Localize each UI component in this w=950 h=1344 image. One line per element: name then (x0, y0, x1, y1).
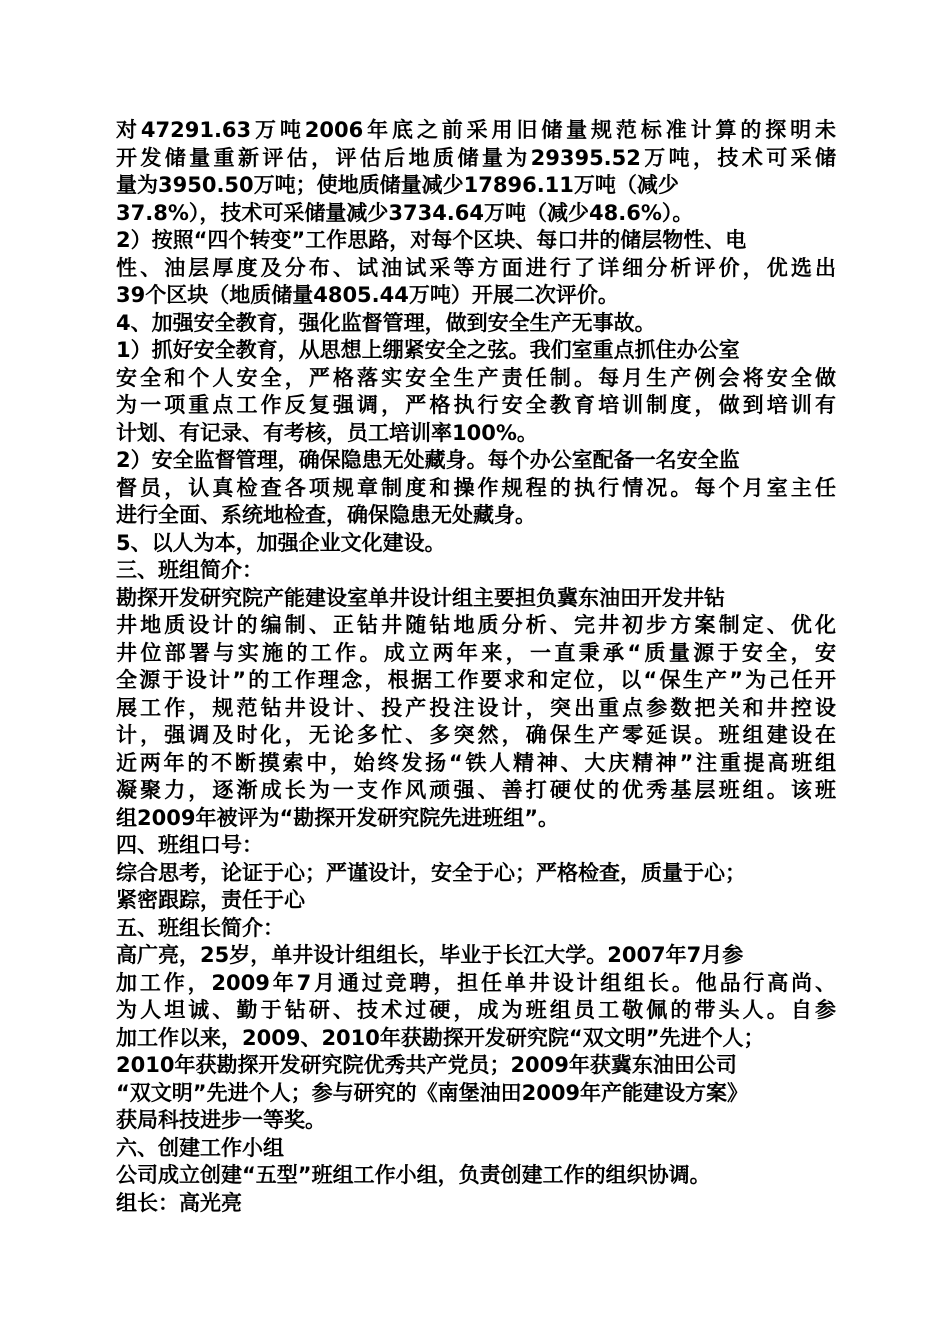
text-line: 井地质设计的编制、正钻井随钻地质分析、完井初步方案制定、优化 (116, 613, 836, 637)
text-line: 2）按照“四个转变”工作思路，对每个区块、每口井的储层物性、电 (116, 228, 747, 252)
text-line: “双文明”先进个人；参与研究的《南堡油田2009年产能建设方案》 (116, 1080, 749, 1105)
text-line: 计，强调及时化，无论多忙、多突然，确保生产零延误。班组建设在 (116, 723, 836, 747)
text-line: 井位部署与实施的工作。成立两年来，一直秉承“质量源于安全，安 (116, 640, 836, 665)
text-line: 紧密跟踪，责任于心 (116, 888, 305, 912)
document-page (116, 117, 836, 1217)
text-line: 加工作以来，2009、2010年获勘探开发研究院“双文明”先进个人； (116, 1025, 765, 1050)
text-line: 组长：高光亮 (116, 1190, 242, 1215)
text-line: 加工作，2009年7月通过竞聘，担任单井设计组组长。他品行高尚、 (116, 970, 836, 995)
text-line: 六、创建工作小组 (116, 1135, 284, 1160)
text-line: 为一项重点工作反复强调，严格执行安全教育培训制度，做到培训有 (116, 393, 836, 417)
text-line: 37.8%），技术可采储量减少3734.64万吨（减少48.6%）。 (116, 200, 694, 225)
text-line: 展工作，规范钻井设计、投产投注设计，突出重点参数把关和井控设 (116, 695, 836, 720)
text-line: 量为3950.50万吨；使地质储量减少17896.11万吨（减少 (116, 173, 679, 197)
text-line: 督员，认真检查各项规章制度和操作规程的执行情况。每个月室主任 (116, 475, 836, 500)
text-line: 综合思考，论证于心；严谨设计，安全于心；严格检查，质量于心； (116, 860, 746, 885)
text-line: 安全和个人安全，严格落实安全生产责任制。每月生产例会将安全做 (116, 365, 836, 390)
text-line: 为人坦诚、勤于钻研、技术过硬，成为班组员工敬佩的带头人。自参 (116, 998, 836, 1022)
text-line: 2010年获勘探开发研究院优秀共产党员；2009年获冀东油田公司 (116, 1053, 737, 1077)
text-line: 获局科技进步一等奖。 (116, 1108, 326, 1132)
text-line: 近两年的不断摸索中，始终发扬“铁人精神、大庆精神”注重提高班组 (116, 750, 836, 775)
text-line: 39个区块（地质储量4805.44万吨）开展二次评价。 (116, 283, 619, 307)
text-line: 四、班组口号： (116, 833, 263, 857)
text-line: 5、以人为本，加强企业文化建设。 (116, 530, 446, 555)
text-line: 对47291.63万吨2006年底之前采用旧储量规范标准计算的探明未 (116, 118, 836, 142)
text-line: 高广亮，25岁，单井设计组组长，毕业于长江大学。2007年7月参 (116, 943, 744, 967)
text-line: 2）安全监督管理，确保隐患无处藏身。每个办公室配备一名安全监 (116, 448, 740, 472)
text-line: 勘探开发研究院产能建设室单井设计组主要担负冀东油田开发井钻 (116, 585, 725, 610)
text-line: 1）抓好安全教育，从思想上绷紧安全之弦。我们室重点抓住办公室 (116, 338, 740, 362)
text-line: 进行全面、系统地检查，确保隐患无处藏身。 (116, 503, 536, 527)
text-line: 全源于设计”的工作理念，根据工作要求和定位，以“保生产”为己任开 (116, 668, 836, 692)
text-line: 五、班组长简介： (116, 915, 284, 940)
text-line: 组2009年被评为“勘探开发研究院先进班组”。 (116, 805, 560, 830)
text-line: 公司成立创建“五型”班组工作小组，负责创建工作的组织协调。 (116, 1163, 711, 1187)
text-line: 4、加强安全教育，强化监督管理，做到安全生产无事故。 (116, 310, 656, 335)
text-line: 三、班组简介： (116, 558, 263, 582)
text-line: 性、油层厚度及分布、试油试采等方面进行了详细分析评价，优选出 (116, 255, 836, 280)
text-line: 凝聚力，逐渐成长为一支作风顽强、善打硬仗的优秀基层班组。该班 (116, 778, 836, 802)
text-line: 计划、有记录、有考核，员工培训率100%。 (116, 420, 538, 445)
text-line: 开发储量重新评估，评估后地质储量为29395.52万吨，技术可采储 (116, 145, 836, 170)
